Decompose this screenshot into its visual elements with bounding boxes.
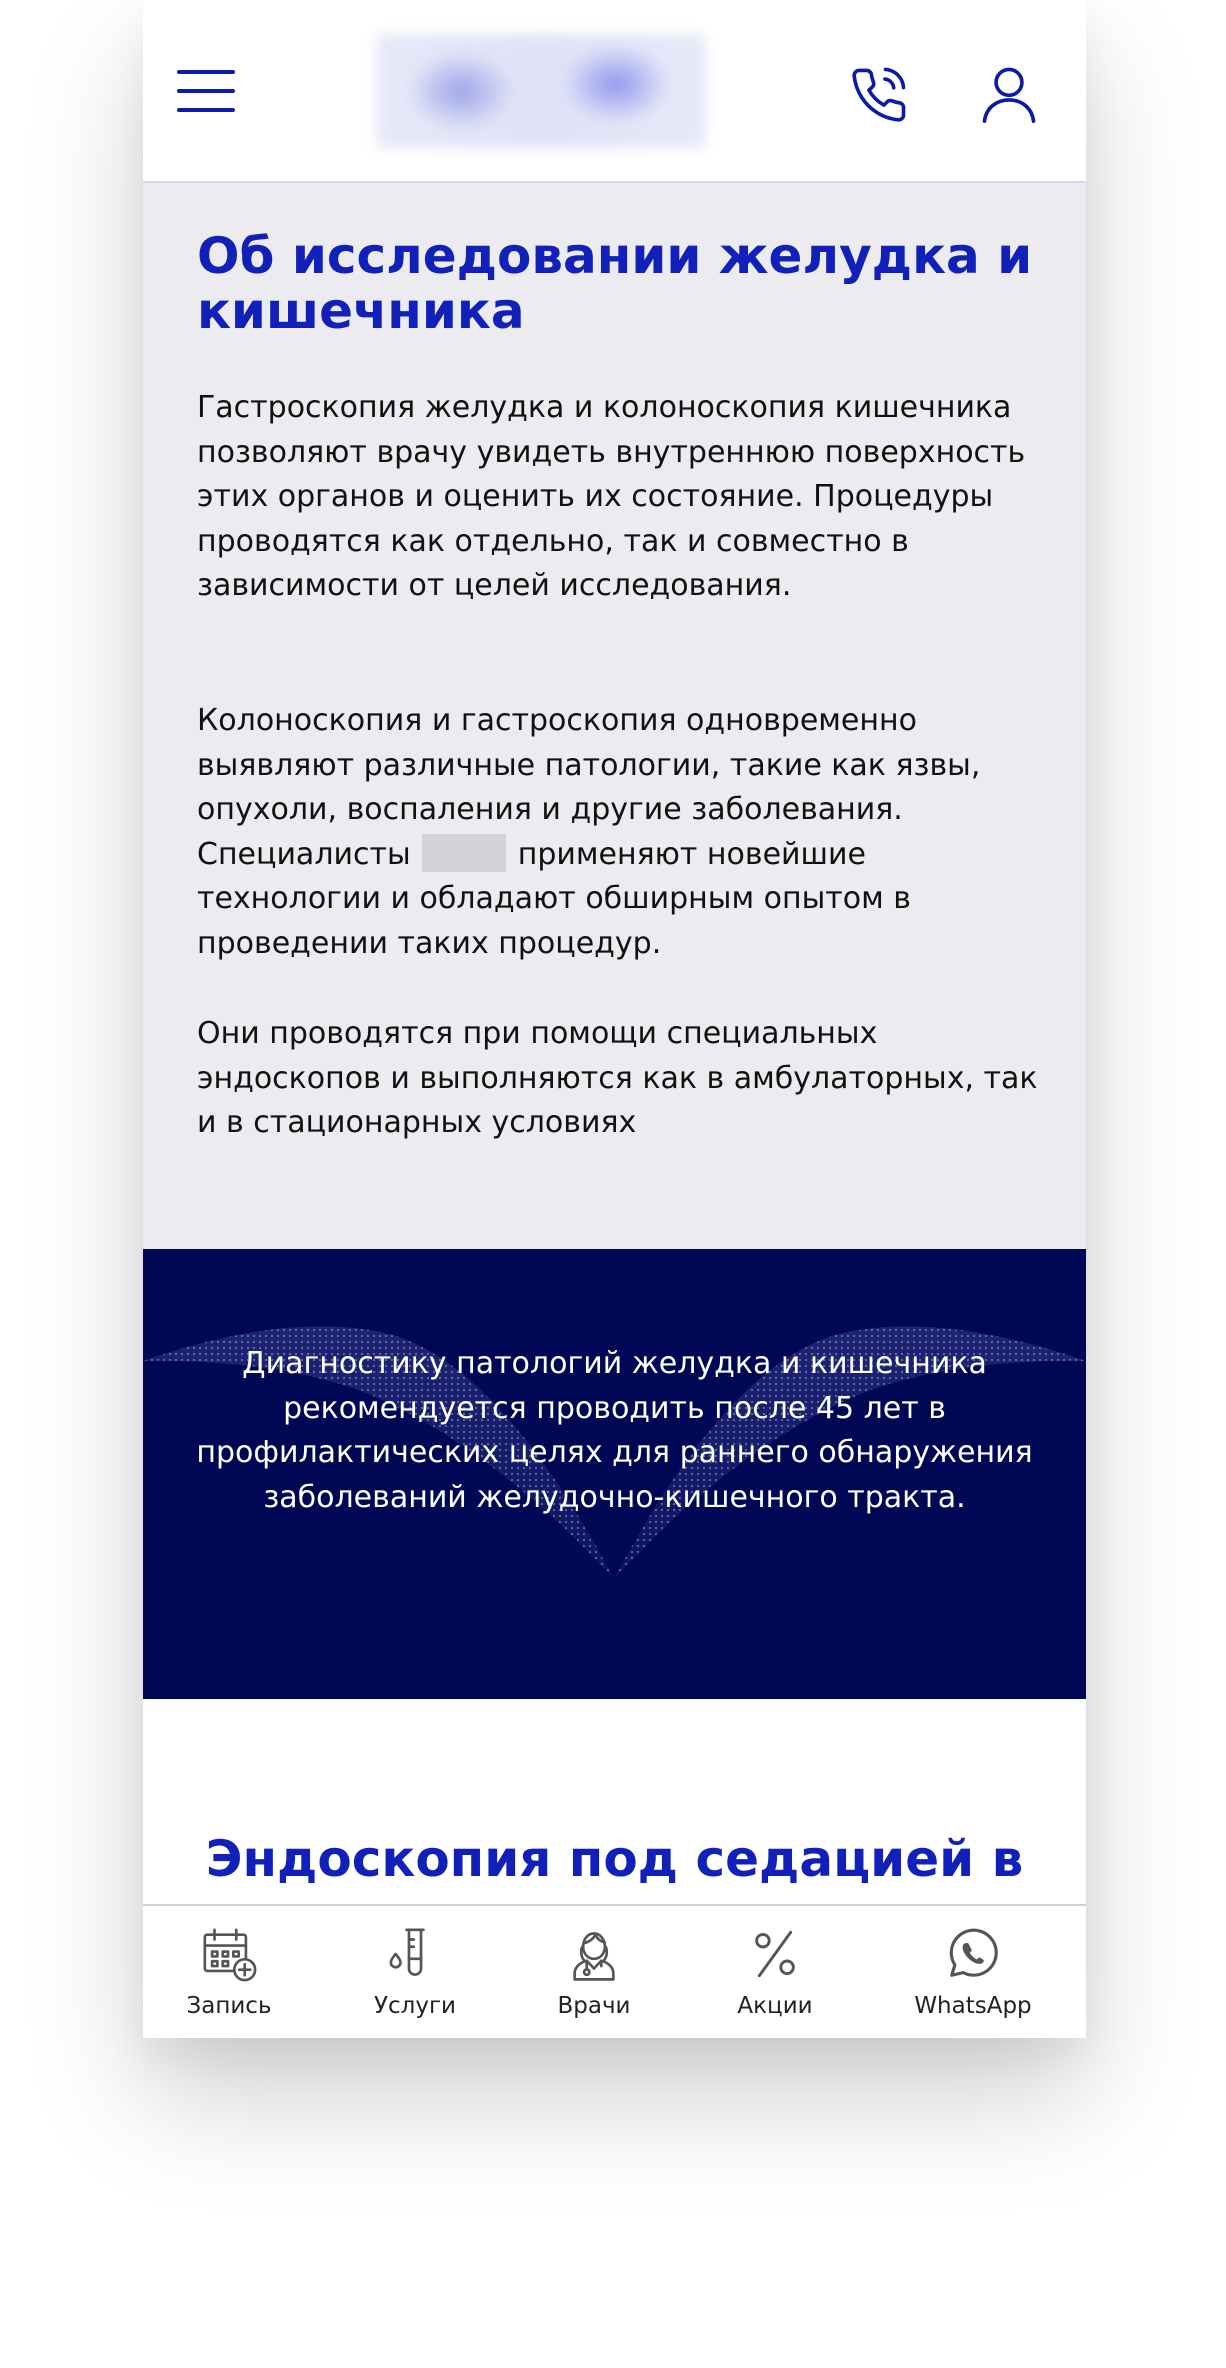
redacted-clinic-name <box>422 834 506 872</box>
about-paragraph-1: Гастроскопия желудка и колоноскопия кишечника позволяют врачу увидеть внутреннюю поверхность этих органов и оценить их состояние. Процедуры проводятся как отдельно, так и совместно в зависимости от целей исследования. <box>197 390 1026 604</box>
mobile-page <box>143 0 1086 2038</box>
sedation-section <box>143 1699 1086 1904</box>
menu-button[interactable] <box>173 58 239 124</box>
hamburger-menu-icon <box>177 68 235 114</box>
nav-label-promotions: Акции <box>737 1993 813 2019</box>
nav-item-booking[interactable] <box>149 1924 309 2024</box>
site-header <box>143 0 1086 183</box>
user-profile-icon <box>978 63 1040 125</box>
nav-label-doctors: Врачи <box>557 1993 631 2019</box>
nav-label-services: Услуги <box>373 1993 456 2019</box>
about-title: Об исследовании желудка и кишечника <box>197 227 1033 340</box>
profile-button[interactable] <box>973 58 1045 130</box>
bottom-navigation <box>143 1904 1086 2038</box>
phone-call-icon <box>848 63 910 125</box>
calendar-add-icon <box>200 1925 258 1983</box>
about-paragraph-2 <box>197 699 1047 967</box>
sedation-title: Эндоскопия под седацией в <box>205 1830 1024 1888</box>
about-paragraph-2-end: применяют новейшие технологии и обладают обширным опытом в проведении таких процедур. <box>197 836 911 961</box>
about-section <box>143 183 1086 1249</box>
doctor-icon <box>565 1925 623 1983</box>
nav-label-whatsapp: WhatsApp <box>914 1993 1032 2019</box>
nav-item-whatsapp[interactable] <box>893 1924 1053 2024</box>
about-paragraph-2-start: Колоноскопия и гастроскопия одновременно выявляют различные патологии, такие как язвы, опухоли, воспаления и другие заболевания. Специалисты <box>197 703 981 872</box>
about-paragraph-3: Они проводятся при помощи специальных эндоскопов и выполняются как в амбулаторных, так и в стационарных условиях <box>197 1016 1038 1141</box>
call-button[interactable] <box>843 58 915 130</box>
banner-text: Диагностику патологий желудка и кишечника рекомендуется проводить после 45 лет в профилактических целях для раннего обнаружения заболеваний желудочно-кишечного тракта. <box>196 1346 1033 1515</box>
percent-icon <box>746 1925 804 1983</box>
nav-label-booking: Запись <box>186 1993 272 2019</box>
nav-item-promotions[interactable] <box>695 1924 855 2024</box>
whatsapp-icon <box>944 1925 1002 1983</box>
recommendation-banner <box>143 1249 1086 1699</box>
nav-item-doctors[interactable] <box>514 1924 674 2024</box>
nav-item-services[interactable] <box>335 1924 495 2024</box>
brand-logo[interactable] <box>376 34 706 148</box>
test-tube-icon <box>386 1925 444 1983</box>
